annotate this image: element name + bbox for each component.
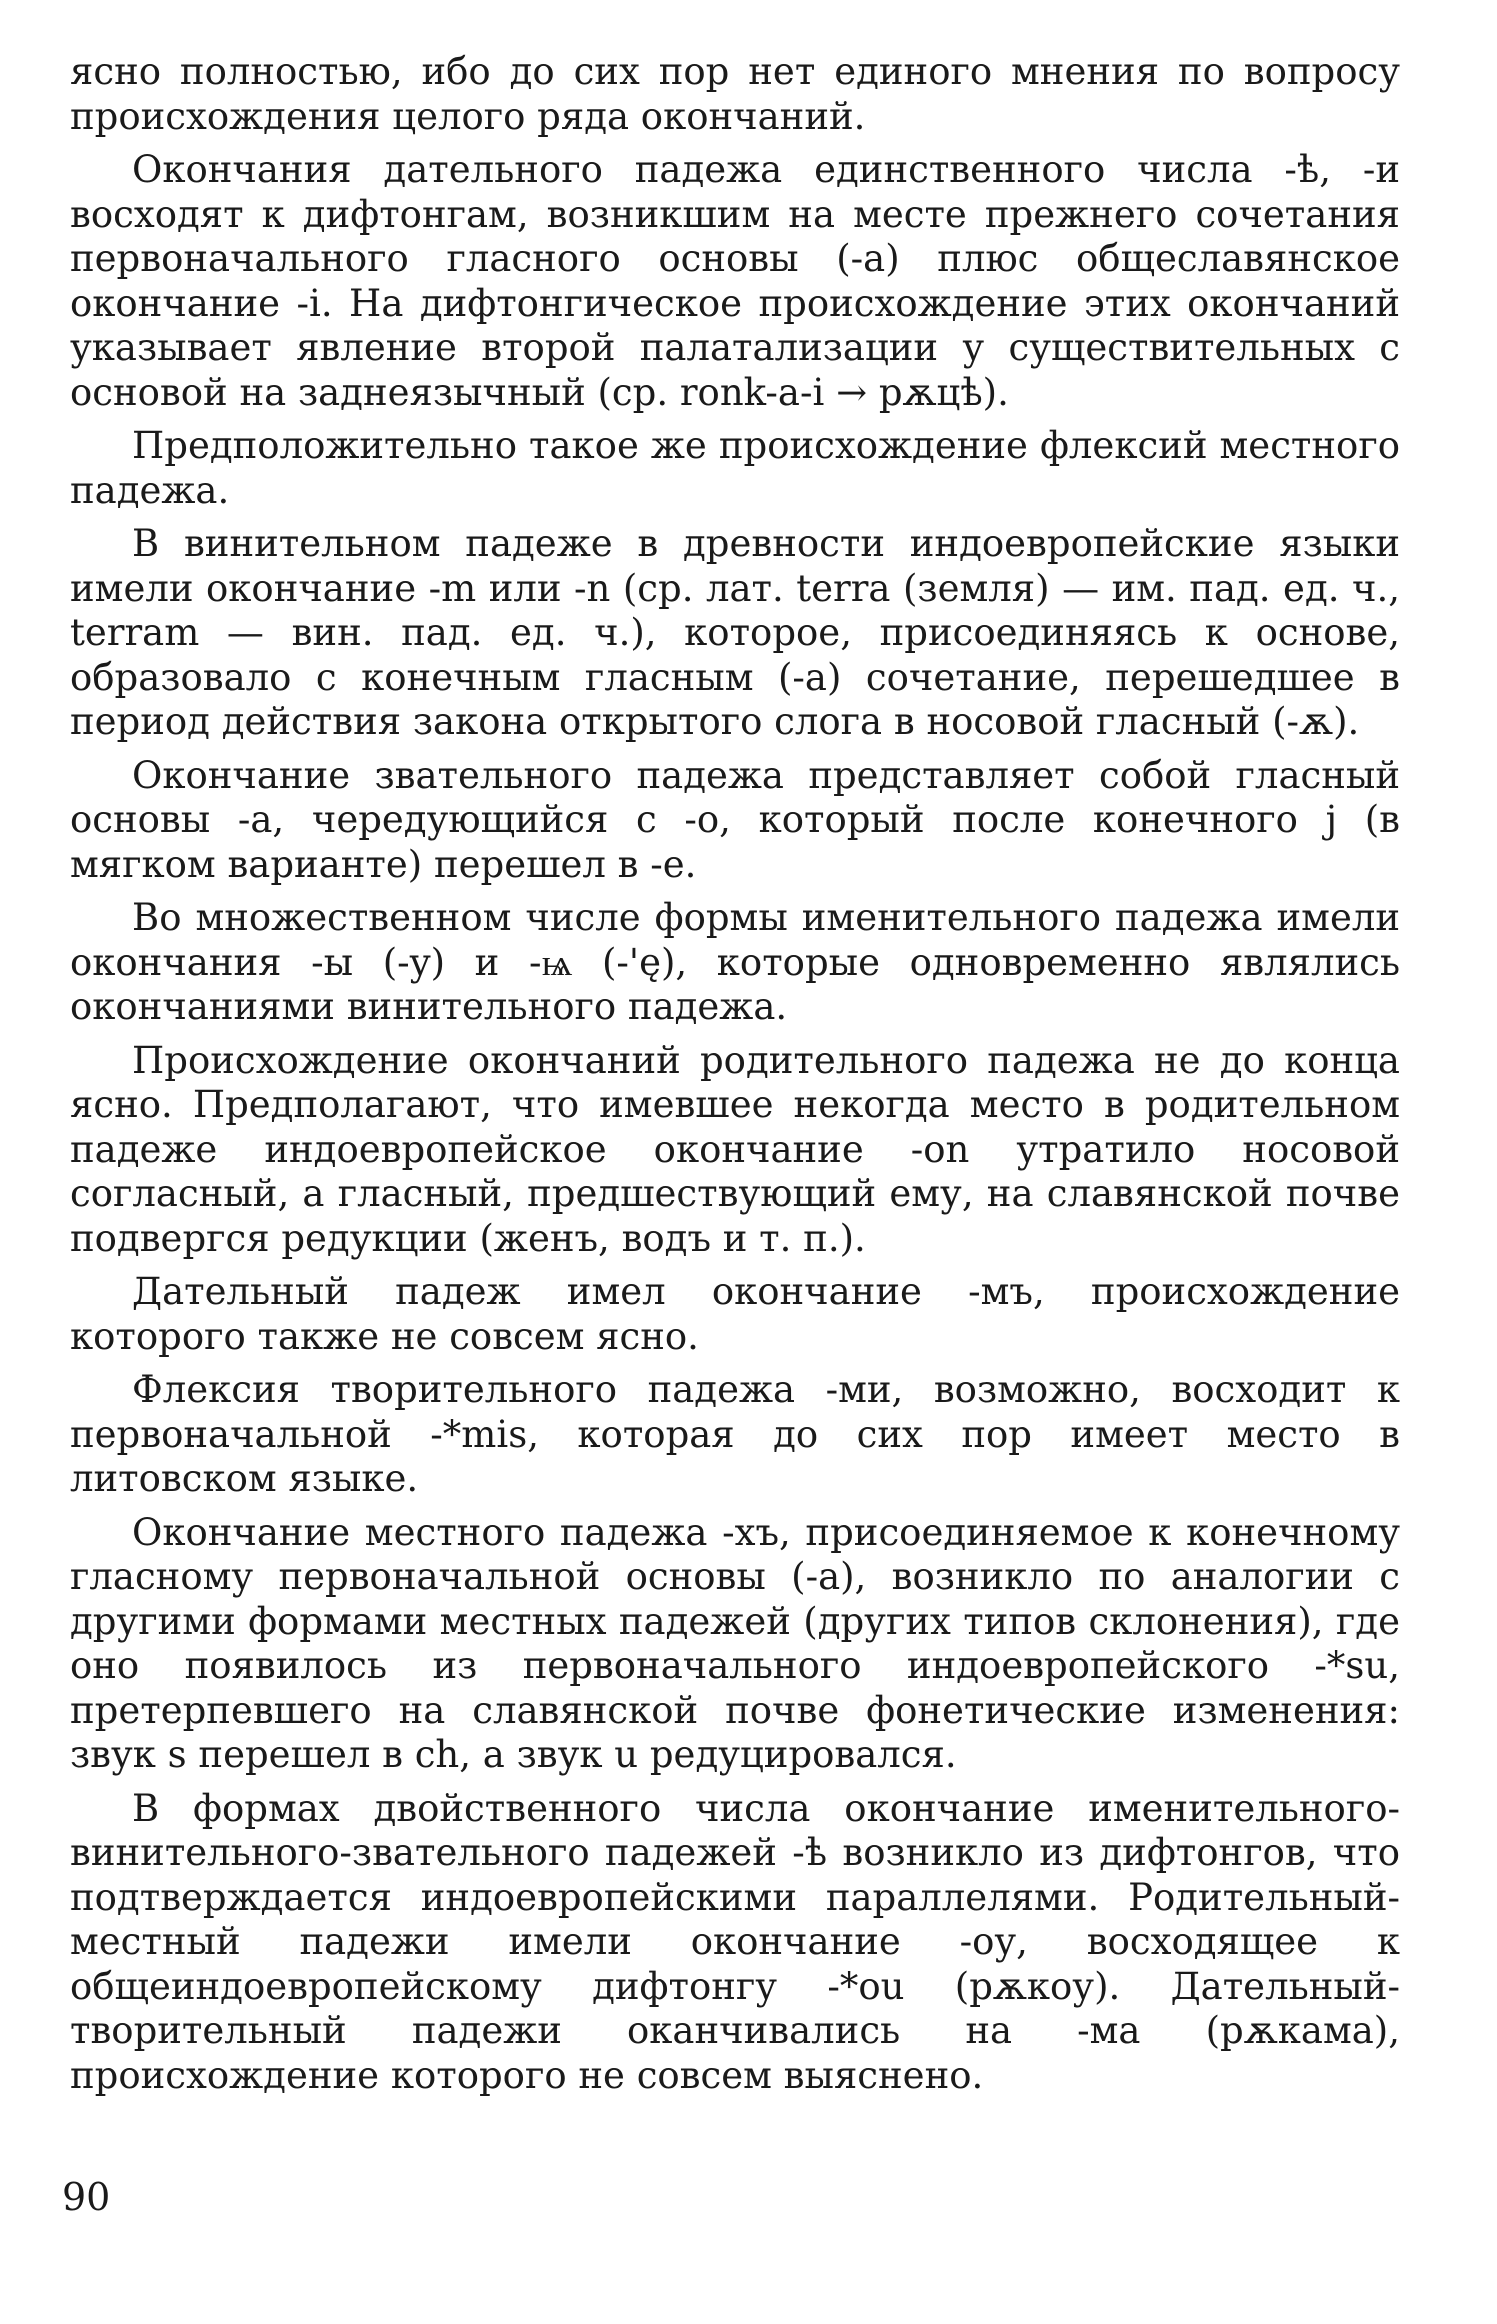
page-number: 90 <box>62 2175 111 2219</box>
paragraph-7: Происхождение окончаний родительного падежа не до конца ясно. Предполагают, что имевшее некогда место в родительном падеже индоевропейское окончание -on утратило носовой согласный, а гласный, предшествующий ему, на славянской почве подвергся редукции (женъ, водъ и т. п.). <box>70 1038 1400 1260</box>
paragraph-5: Окончание звательного падежа представляет собой гласный основы -а, чередующийся с -о, который после конечного j (в мягком варианте) перешел в -е. <box>70 753 1400 886</box>
paragraph-2: Окончания дательного падежа единственного числа -ѣ, -и восходят к дифтонгам, возникшим на месте прежнего сочетания первоначального гласного основы (-а) плюс общеславянское окончание -i. На дифтонгическое происхождение этих окончаний указывает явление второй палатализации у существительных с основой на заднеязычный (ср. ronk-a-i → рѫцѣ). <box>70 148 1400 414</box>
paragraph-6: Во множественном числе формы именительного падежа имели окончания -ы (-y) и -ѩ (-'ę), которые одновременно являлись окончаниями винительного падежа. <box>70 896 1400 1028</box>
paragraph-1: ясно полностью, ибо до сих пор нет единого мнения по вопросу происхождения целого ряда окончаний. <box>70 50 1400 138</box>
paragraph-10: Окончание местного падежа -хъ, присоединяемое к конечному гласному первоначальной основы (-а), возникло по аналогии с другими формами местных падежей (других типов склонения), где оно появилось из первоначального индоевропейского -*su, претерпевшего на славянской почве фонетические изменения: звук s перешел в ch, а звук u редуцировался. <box>70 1510 1400 1776</box>
paragraph-4: В винительном падеже в древности индоевропейские языки имели окончание -m или -n (ср. лат. terra (земля) — им. пад. ед. ч., terram — вин. пад. ед. ч.), которое, присоединяясь к основе, образовало с конечным гласным (-а) сочетание, перешедшее в период действия закона открытого слога в носовой гласный (-ѫ). <box>70 522 1400 743</box>
paragraph-9: Флексия творительного падежа -ми, возможно, восходит к первоначальной -*mis, которая до сих пор имеет место в литовском языке. <box>70 1368 1400 1500</box>
paragraph-11: В формах двойственного числа окончание именительного-винительного-звательного падежей -ѣ возникло из дифтонгов, что подтверждается индоевропейскими параллелями. Родительный-местный падежи имели окончание -оу, восходящее к общеиндоевропейскому дифтонгу -*ou (рѫкоу). Дательный-творительный падежи оканчивались на -ма (рѫкама), происхождение которого не совсем выяснено. <box>70 1786 1400 2097</box>
paragraph-3: Предположительно такое же происхождение флексий местного падежа. <box>70 424 1400 512</box>
page-body <box>70 50 1400 2107</box>
paragraph-8: Дательный падеж имел окончание -мъ, происхождение которого также не совсем ясно. <box>70 1270 1400 1358</box>
